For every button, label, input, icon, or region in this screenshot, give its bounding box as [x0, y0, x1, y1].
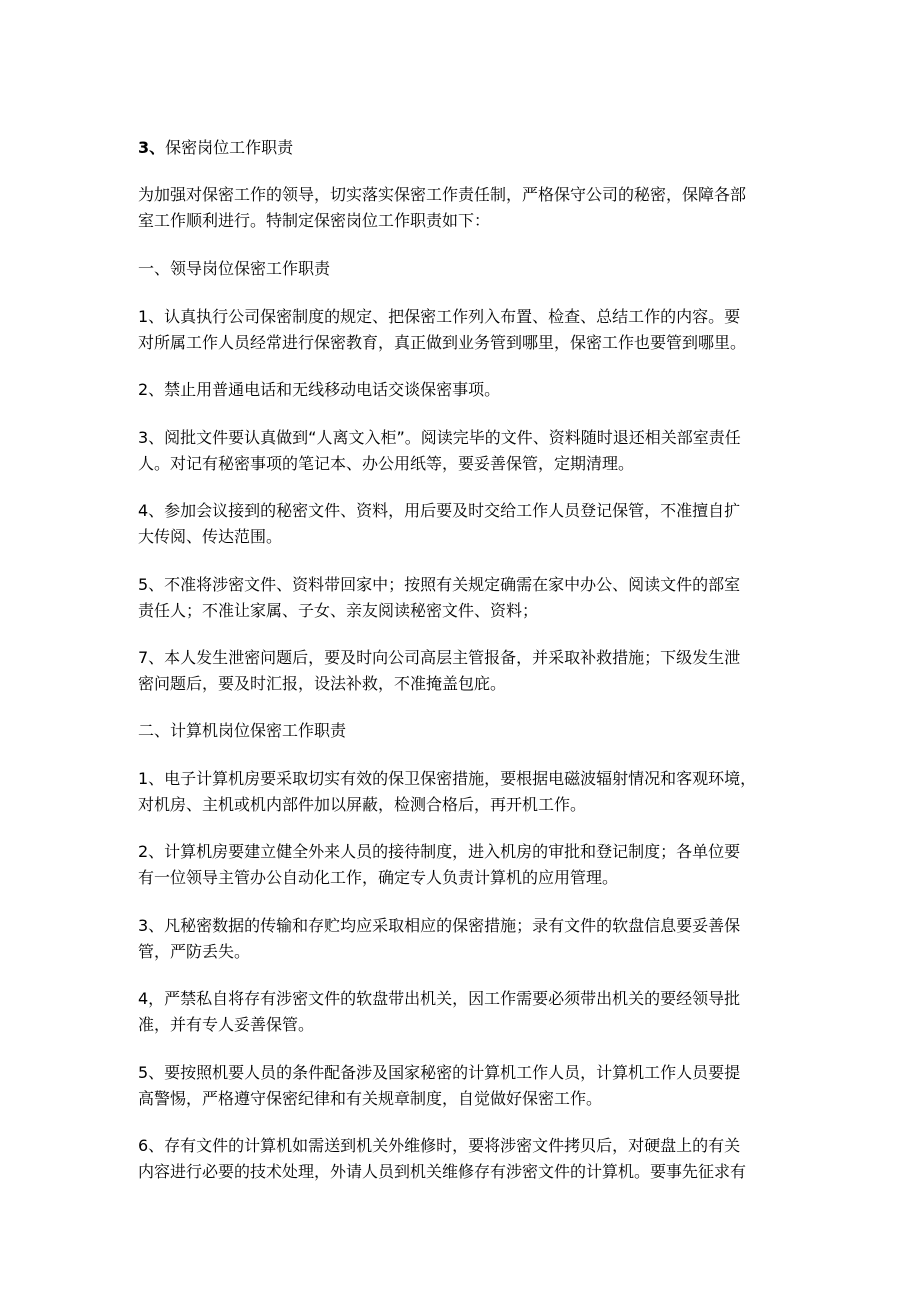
- part2-item-2-line-1: 2、计算机房要建立健全外来人员的接待制度，进入机房的审批和登记制度；各单位要: [138, 842, 741, 861]
- part2-item-6-line-2: 内容进行必要的技术处理，外请人员到机关维修存有涉密文件的计算机。要事先征求有: [138, 1162, 747, 1181]
- part1-item-4-line-2: 大传阅、传达范围。: [138, 527, 283, 546]
- part1-item-2-line-1: 2、禁止用普通电话和无线移动电话交谈保密事项。: [138, 380, 501, 399]
- section-title: [138, 135, 788, 161]
- section-title-text: 保密岗位工作职责: [165, 138, 294, 157]
- part2-item-4-line-2: 准，并有专人妥善保管。: [138, 1015, 315, 1034]
- part2-item-5-line-2: 高警惕，严格遵守保密纪律和有关规章制度，自觉做好保密工作。: [138, 1089, 603, 1108]
- part1-item-3-line-2: 人。对记有秘密事项的笔记本、办公用纸等，要妥善保管，定期清理。: [138, 454, 635, 473]
- part1-item-1-line-2: 对所属工作人员经常进行保密教育，真正做到业务管到哪里，保密工作也要管到哪里。: [138, 333, 747, 352]
- part2-item-6-line-1: 6、存有文件的计算机如需送到机关外维修时，要将涉密文件拷贝后，对硬盘上的有关: [138, 1136, 741, 1155]
- intro-line-1: 为加强对保密工作的领导，切实落实保密工作责任制，严格保守公司的秘密，保障各部: [138, 185, 747, 204]
- part1-item-3-line-1: 3、阅批文件要认真做到“人离文入柜”。阅读完毕的文件、资料随时退还相关部室责任: [138, 428, 741, 447]
- part1-item-6-line-1: 7、本人发生泄密问题后，要及时向公司高层主管报备，并采取补救措施；下级发生泄: [138, 648, 741, 667]
- part2-item-1-line-2: 对机房、主机或机内部件加以屏蔽，检测合格后，再开机工作。: [138, 795, 587, 814]
- intro-line-2: 室工作顺利进行。特制定保密岗位工作职责如下：: [138, 211, 491, 230]
- part2-item-3-line-2: 管，严防丢失。: [138, 942, 251, 961]
- part1-heading: 一、领导岗位保密工作职责: [138, 259, 331, 278]
- part1-item-6-line-2: 密问题后，要及时汇报，设法补救，不准掩盖包庇。: [138, 674, 507, 693]
- part2-heading: 二、计算机岗位保密工作职责: [138, 721, 347, 740]
- part1-item-1-line-1: 1、认真执行公司保密制度的规定、把保密工作列入布置、检查、总结工作的内容。要: [138, 307, 741, 326]
- part2-item-3-line-1: 3、凡秘密数据的传输和存贮均应采取相应的保密措施；录有文件的软盘信息要妥善保: [138, 916, 741, 935]
- section-number: 3、: [138, 138, 166, 157]
- part1-item-4-line-1: 4、参加会议接到的秘密文件、资料，用后要及时交给工作人员登记保管，不准擅自扩: [138, 501, 741, 520]
- part1-item-5-line-2: 责任人；不准让家属、子女、亲友阅读秘密文件、资料；: [138, 601, 539, 620]
- part2-item-2-line-2: 有一位领导主管办公自动化工作，确定专人负责计算机的应用管理。: [138, 868, 619, 887]
- part2-item-5-line-1: 5、要按照机要人员的条件配备涉及国家秘密的计算机工作人员，计算机工作人员要提: [138, 1063, 741, 1082]
- part2-item-4-line-1: 4，严禁私自将存有涉密文件的软盘带出机关，因工作需要必须带出机关的要经领导批: [138, 989, 741, 1008]
- part2-item-1-line-1: 1、电子计算机房要采取切实有效的保卫保密措施，要根据电磁波辐射情况和客观环境，: [138, 769, 757, 788]
- part1-item-5-line-1: 5、不准将涉密文件、资料带回家中；按照有关规定确需在家中办公、阅读文件的部室: [138, 575, 741, 594]
